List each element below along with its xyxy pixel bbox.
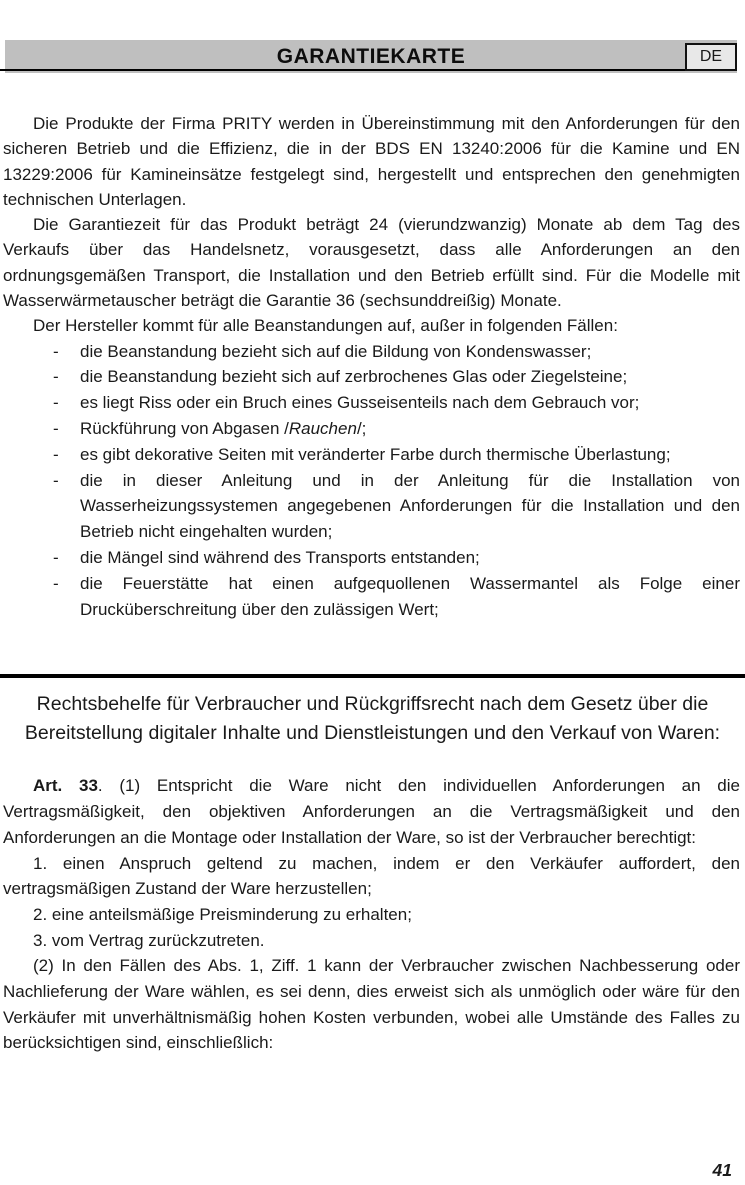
list-item-text: die in dieser Anleitung und in der Anleitung für die Installation von Wasserheizungssystemen angegebenen Anforderungen für die Installation und den Betrieb nicht eingehalten wurden; [80, 470, 740, 542]
article-text: . (1) Entspricht die Ware nicht den individuellen Anforderungen an die Vertragsmäßigkeit, den objektiven Anforderungen an die Vertragsmäßigkeit und den Anforderungen an die Montage oder Installation der Ware, so ist der Verbraucher berechtigt: [3, 776, 740, 847]
dash-marker: - [53, 367, 59, 387]
list-item [3, 571, 740, 623]
list-item [3, 416, 740, 442]
dash-marker: - [53, 470, 59, 490]
warranty-section [3, 111, 740, 622]
dash-marker: - [53, 548, 59, 568]
list-item [3, 364, 740, 390]
list-item-text: es liegt Riss oder ein Bruch eines Gusseisenteils nach dem Gebrauch vor; [80, 393, 640, 413]
dash-marker: - [53, 444, 59, 464]
list-item-text-suffix: /; [356, 419, 367, 439]
legal-paragraph-2: (2) In den Fällen des Abs. 1, Ziff. 1 kann der Verbraucher zwischen Nachbesserung oder Nachlieferung der Ware wählen, es sei denn, dies erweist sich als unmöglich oder wäre für den Verkäufer mit unverhältnismäßig hohen Kosten verbunden, wobei alle Umstände des Falles zu berücksichtigen sind, einschließlich: [3, 956, 740, 1053]
legal-section-heading: Rechtsbehelfe für Verbraucher und Rückgriffsrecht nach dem Gesetz über die Bereitstellung digitaler Inhalte und Dienstleistungen und den Verkauf von Waren: [24, 693, 721, 745]
legal-point-2: 2. eine anteilsmäßige Preisminderung zu erhalten; [33, 904, 412, 924]
dash-marker: - [53, 419, 59, 439]
exclusion-list [3, 339, 740, 623]
language-badge-label: DE [699, 48, 723, 65]
list-item [3, 339, 740, 365]
list-item-text: die Feuerstätte hat einen aufgequollenen Wassermantel als Folge einer Drucküberschreitung über den zulässigen Wert; [80, 573, 740, 619]
article-33-paragraph [3, 773, 740, 850]
dash-marker: - [53, 393, 59, 413]
dash-marker: - [53, 573, 59, 593]
legal-point-3: 3. vom Vertrag zurückzutreten. [33, 930, 265, 950]
list-item-text: es gibt dekorative Seiten mit veränderter Farbe durch thermische Überlastung; [80, 444, 671, 464]
page-number: 41 [712, 1160, 732, 1180]
warranty-paragraph-3: Der Hersteller kommt für alle Beanstandungen auf, außer in folgenden Fällen: [33, 316, 618, 336]
section-divider [0, 674, 745, 678]
header-rule [0, 69, 737, 71]
warranty-paragraph-1: Die Produkte der Firma PRITY werden in Übereinstimmung mit den Anforderungen für den sicheren Betrieb und die Effizienz, die in der BDS EN 13240:2006 für die Kamine und EN 13229:2006 für Kamineinsätze festgelegt sind, hergestellt und entsprechen den genehmigten technischen Unterlagen. [3, 114, 740, 209]
list-item [3, 390, 740, 416]
list-item [3, 442, 740, 468]
list-item-text: die Beanstandung bezieht sich auf zerbrochenes Glas oder Ziegelsteine; [80, 367, 628, 387]
list-item-text: die Mängel sind während des Transports entstanden; [80, 548, 480, 568]
list-item-text [80, 419, 366, 438]
document-page [0, 40, 745, 1180]
legal-section [3, 773, 740, 1056]
list-item [3, 545, 740, 571]
language-badge [685, 43, 737, 71]
list-item-text-italic: Rauchen [288, 419, 357, 439]
list-item-text: die Beanstandung bezieht sich auf die Bildung von Kondenswasser; [80, 341, 592, 361]
legal-point-1: 1. einen Anspruch geltend zu machen, indem er den Verkäufer auffordert, den vertragsmäßigen Zustand der Ware herzustellen; [3, 853, 740, 899]
dash-marker: - [53, 341, 59, 361]
list-item [3, 468, 740, 545]
warranty-paragraph-2: Die Garantiezeit für das Produkt beträgt 24 (vierundzwanzig) Monate ab dem Tag des Verkaufs über das Handelsnetz, vorausgesetzt, dass alle Anforderungen an den ordnungsgemäßen Transport, die Installation und den Betrieb erfüllt sind. Für die Modelle mit Wasserwärmetauscher beträgt die Garantie 36 (sechsunddreißig) Monate. [3, 215, 740, 311]
article-number: Art. 33 [33, 776, 98, 796]
list-item-text-prefix: Rückführung von Abgasen / [80, 419, 289, 439]
page-title: GARANTIEKARTE [276, 44, 466, 68]
